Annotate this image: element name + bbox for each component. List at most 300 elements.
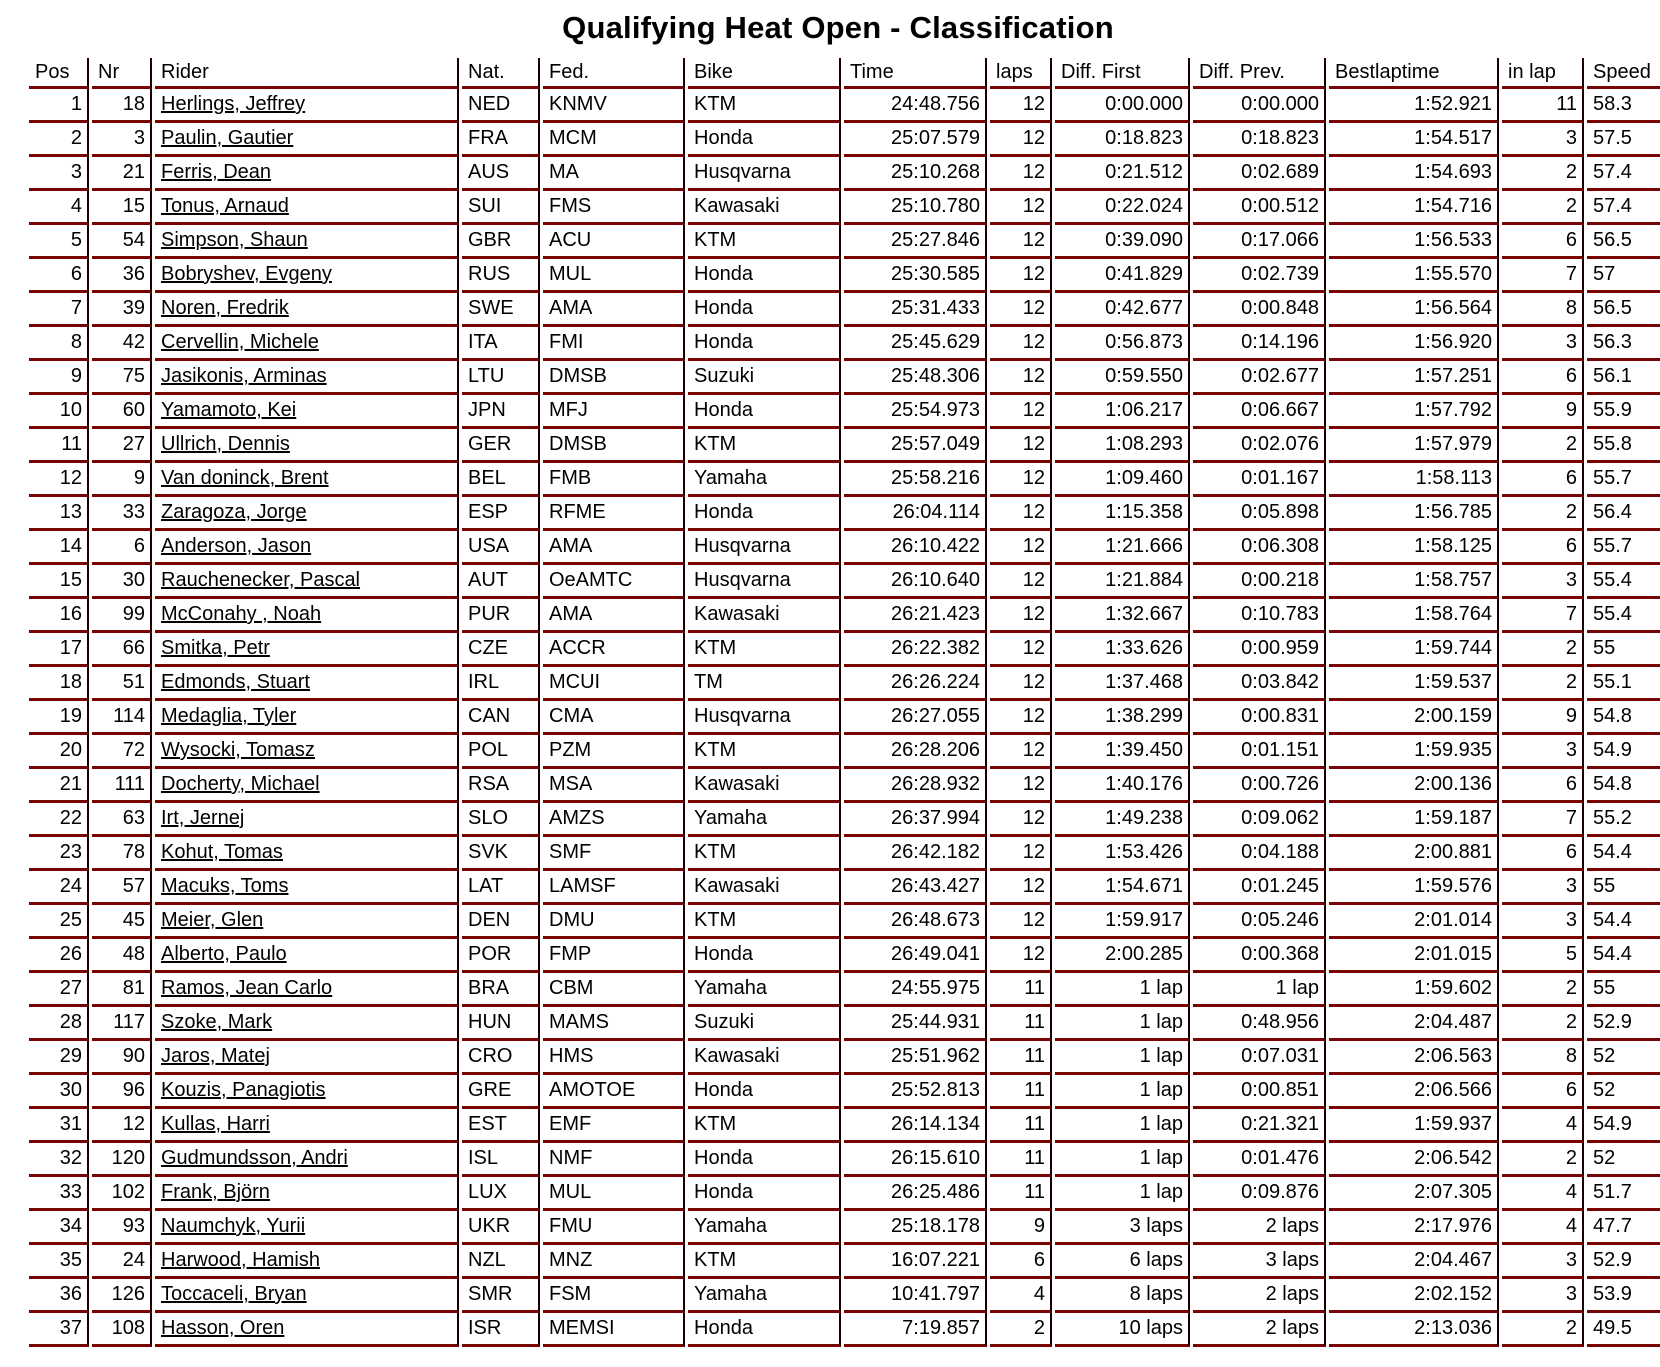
cell-bestlaptime: 2:01.014 bbox=[1329, 905, 1499, 939]
header-row bbox=[29, 58, 1660, 89]
cell-fed: HMS bbox=[543, 1041, 685, 1075]
cell-rider bbox=[155, 973, 459, 1007]
rider-link[interactable]: Ferris, Dean bbox=[161, 161, 272, 183]
cell-laps: 12 bbox=[990, 531, 1052, 565]
cell-in-lap: 7 bbox=[1502, 599, 1584, 633]
rider-link[interactable]: Toccaceli, Bryan bbox=[161, 1283, 307, 1305]
cell-laps: 12 bbox=[990, 361, 1052, 395]
cell-rider bbox=[155, 1109, 459, 1143]
cell-in-lap: 11 bbox=[1502, 89, 1584, 123]
table-row bbox=[29, 905, 1660, 939]
cell-bestlaptime: 2:00.159 bbox=[1329, 701, 1499, 735]
cell-speed: 54.8 bbox=[1587, 769, 1660, 803]
rider-link[interactable]: Ullrich, Dennis bbox=[161, 433, 290, 455]
cell-bike: Honda bbox=[688, 327, 841, 361]
cell-fed: MSA bbox=[543, 769, 685, 803]
cell-bestlaptime: 1:56.920 bbox=[1329, 327, 1499, 361]
rider-link[interactable]: Kullas, Harri bbox=[161, 1113, 270, 1135]
rider-link[interactable]: McConahy , Noah bbox=[161, 603, 322, 625]
rider-link[interactable]: Frank, Björn bbox=[161, 1181, 270, 1203]
cell-nr: 93 bbox=[92, 1211, 152, 1245]
cell-bestlaptime: 1:59.744 bbox=[1329, 633, 1499, 667]
cell-nat: SLO bbox=[462, 803, 540, 837]
cell-diff-first: 0:22.024 bbox=[1055, 191, 1190, 225]
cell-time: 24:55.975 bbox=[844, 973, 987, 1007]
cell-pos: 18 bbox=[29, 667, 89, 701]
column-header-nat: Nat. bbox=[462, 58, 540, 89]
cell-diff-prev: 1 lap bbox=[1193, 973, 1326, 1007]
cell-rider bbox=[155, 701, 459, 735]
cell-speed: 54.9 bbox=[1587, 735, 1660, 769]
table-row bbox=[29, 89, 1660, 123]
cell-laps: 11 bbox=[990, 1143, 1052, 1177]
column-header-in-lap: in lap bbox=[1502, 58, 1584, 89]
cell-speed: 56.3 bbox=[1587, 327, 1660, 361]
cell-speed: 57.5 bbox=[1587, 123, 1660, 157]
rider-link[interactable]: Paulin, Gautier bbox=[161, 127, 294, 149]
cell-nr: 63 bbox=[92, 803, 152, 837]
cell-in-lap: 4 bbox=[1502, 1109, 1584, 1143]
cell-bestlaptime: 2:02.152 bbox=[1329, 1279, 1499, 1313]
cell-in-lap: 6 bbox=[1502, 225, 1584, 259]
cell-fed: AMZS bbox=[543, 803, 685, 837]
cell-diff-prev: 0:00.726 bbox=[1193, 769, 1326, 803]
cell-bike: Honda bbox=[688, 1177, 841, 1211]
cell-nr: 6 bbox=[92, 531, 152, 565]
cell-bestlaptime: 1:59.576 bbox=[1329, 871, 1499, 905]
cell-bestlaptime: 2:00.881 bbox=[1329, 837, 1499, 871]
cell-time: 7:19.857 bbox=[844, 1313, 987, 1347]
cell-fed: EMF bbox=[543, 1109, 685, 1143]
cell-nat: ISR bbox=[462, 1313, 540, 1347]
rider-link[interactable]: Noren, Fredrik bbox=[161, 297, 289, 319]
rider-link[interactable]: Edmonds, Stuart bbox=[161, 671, 310, 693]
cell-laps: 12 bbox=[990, 837, 1052, 871]
cell-nat: DEN bbox=[462, 905, 540, 939]
cell-diff-first: 1:49.238 bbox=[1055, 803, 1190, 837]
cell-time: 26:22.382 bbox=[844, 633, 987, 667]
cell-bike: KTM bbox=[688, 905, 841, 939]
cell-bike: KTM bbox=[688, 89, 841, 123]
cell-nat: ISL bbox=[462, 1143, 540, 1177]
cell-speed: 57.4 bbox=[1587, 157, 1660, 191]
cell-diff-prev: 2 laps bbox=[1193, 1211, 1326, 1245]
cell-nr: 75 bbox=[92, 361, 152, 395]
rider-link[interactable]: Zaragoza, Jorge bbox=[161, 501, 307, 523]
table-row bbox=[29, 191, 1660, 225]
cell-laps: 11 bbox=[990, 973, 1052, 1007]
cell-laps: 12 bbox=[990, 599, 1052, 633]
cell-speed: 55.2 bbox=[1587, 803, 1660, 837]
cell-nr: 102 bbox=[92, 1177, 152, 1211]
cell-nat: CAN bbox=[462, 701, 540, 735]
cell-fed: MAMS bbox=[543, 1007, 685, 1041]
cell-bestlaptime: 1:57.792 bbox=[1329, 395, 1499, 429]
cell-speed: 51.7 bbox=[1587, 1177, 1660, 1211]
cell-diff-prev: 0:04.188 bbox=[1193, 837, 1326, 871]
cell-diff-prev: 0:14.196 bbox=[1193, 327, 1326, 361]
cell-laps: 4 bbox=[990, 1279, 1052, 1313]
cell-time: 26:25.486 bbox=[844, 1177, 987, 1211]
cell-rider bbox=[155, 225, 459, 259]
rider-link[interactable]: Szoke, Mark bbox=[161, 1011, 273, 1033]
cell-nat: LUX bbox=[462, 1177, 540, 1211]
cell-nr: 108 bbox=[92, 1313, 152, 1347]
cell-bestlaptime: 1:54.517 bbox=[1329, 123, 1499, 157]
cell-time: 25:57.049 bbox=[844, 429, 987, 463]
rider-link[interactable]: Alberto, Paulo bbox=[161, 943, 287, 965]
table-row bbox=[29, 973, 1660, 1007]
cell-fed: PZM bbox=[543, 735, 685, 769]
cell-bestlaptime: 1:57.251 bbox=[1329, 361, 1499, 395]
cell-in-lap: 3 bbox=[1502, 735, 1584, 769]
cell-bestlaptime: 2:01.015 bbox=[1329, 939, 1499, 973]
cell-bestlaptime: 1:54.716 bbox=[1329, 191, 1499, 225]
table-row bbox=[29, 463, 1660, 497]
cell-nr: 45 bbox=[92, 905, 152, 939]
cell-diff-first: 1:59.917 bbox=[1055, 905, 1190, 939]
cell-nat: NZL bbox=[462, 1245, 540, 1279]
cell-nat: ITA bbox=[462, 327, 540, 361]
cell-fed: DMU bbox=[543, 905, 685, 939]
cell-diff-prev: 0:18.823 bbox=[1193, 123, 1326, 157]
cell-nat: GRE bbox=[462, 1075, 540, 1109]
cell-diff-first: 1:15.358 bbox=[1055, 497, 1190, 531]
cell-speed: 55.1 bbox=[1587, 667, 1660, 701]
cell-fed: FMI bbox=[543, 327, 685, 361]
classification-table bbox=[26, 58, 1660, 1347]
cell-fed: CBM bbox=[543, 973, 685, 1007]
cell-nr: 18 bbox=[92, 89, 152, 123]
cell-nr: 66 bbox=[92, 633, 152, 667]
cell-rider bbox=[155, 293, 459, 327]
cell-bestlaptime: 1:58.764 bbox=[1329, 599, 1499, 633]
cell-pos: 17 bbox=[29, 633, 89, 667]
cell-nat: JPN bbox=[462, 395, 540, 429]
cell-bike: KTM bbox=[688, 735, 841, 769]
cell-speed: 52.9 bbox=[1587, 1245, 1660, 1279]
cell-nat: LAT bbox=[462, 871, 540, 905]
cell-nr: 39 bbox=[92, 293, 152, 327]
cell-speed: 55.4 bbox=[1587, 599, 1660, 633]
cell-laps: 12 bbox=[990, 905, 1052, 939]
table-row bbox=[29, 599, 1660, 633]
table-row bbox=[29, 497, 1660, 531]
table-row bbox=[29, 871, 1660, 905]
cell-bestlaptime: 1:56.564 bbox=[1329, 293, 1499, 327]
cell-nat: POR bbox=[462, 939, 540, 973]
cell-bike: Honda bbox=[688, 259, 841, 293]
cell-rider bbox=[155, 361, 459, 395]
table-row bbox=[29, 1211, 1660, 1245]
cell-rider bbox=[155, 157, 459, 191]
rider-link[interactable]: Simpson, Shaun bbox=[161, 229, 308, 251]
cell-diff-first: 0:00.000 bbox=[1055, 89, 1190, 123]
cell-diff-prev: 0:05.898 bbox=[1193, 497, 1326, 531]
cell-diff-prev: 0:02.739 bbox=[1193, 259, 1326, 293]
rider-link[interactable]: Cervellin, Michele bbox=[161, 331, 319, 353]
cell-in-lap: 7 bbox=[1502, 259, 1584, 293]
cell-pos: 24 bbox=[29, 871, 89, 905]
rider-link[interactable]: Gudmundsson, Andri bbox=[161, 1147, 348, 1169]
cell-diff-first: 1:53.426 bbox=[1055, 837, 1190, 871]
cell-bestlaptime: 2:00.136 bbox=[1329, 769, 1499, 803]
cell-diff-prev: 0:01.151 bbox=[1193, 735, 1326, 769]
cell-bike: Kawasaki bbox=[688, 871, 841, 905]
cell-speed: 52.9 bbox=[1587, 1007, 1660, 1041]
column-header-speed: Speed bbox=[1587, 58, 1660, 89]
rider-link[interactable]: Hasson, Oren bbox=[161, 1317, 285, 1339]
cell-nat: CZE bbox=[462, 633, 540, 667]
column-header-diff-first: Diff. First bbox=[1055, 58, 1190, 89]
rider-link[interactable]: Tonus, Arnaud bbox=[161, 195, 289, 217]
cell-pos: 11 bbox=[29, 429, 89, 463]
cell-time: 26:48.673 bbox=[844, 905, 987, 939]
cell-diff-prev: 0:06.667 bbox=[1193, 395, 1326, 429]
cell-speed: 53.9 bbox=[1587, 1279, 1660, 1313]
cell-fed: MA bbox=[543, 157, 685, 191]
cell-bike: Kawasaki bbox=[688, 599, 841, 633]
cell-diff-prev: 0:01.245 bbox=[1193, 871, 1326, 905]
cell-time: 25:31.433 bbox=[844, 293, 987, 327]
rider-link[interactable]: Bobryshev, Evgeny bbox=[161, 263, 332, 285]
cell-pos: 29 bbox=[29, 1041, 89, 1075]
cell-speed: 55 bbox=[1587, 973, 1660, 1007]
rider-link[interactable]: Kohut, Tomas bbox=[161, 841, 283, 863]
cell-nr: 15 bbox=[92, 191, 152, 225]
cell-bestlaptime: 1:55.570 bbox=[1329, 259, 1499, 293]
cell-pos: 4 bbox=[29, 191, 89, 225]
cell-in-lap: 4 bbox=[1502, 1177, 1584, 1211]
cell-time: 25:44.931 bbox=[844, 1007, 987, 1041]
cell-diff-first: 0:42.677 bbox=[1055, 293, 1190, 327]
cell-rider bbox=[155, 89, 459, 123]
cell-nr: 51 bbox=[92, 667, 152, 701]
cell-bike: Kawasaki bbox=[688, 769, 841, 803]
rider-link[interactable]: Jasikonis, Arminas bbox=[161, 365, 327, 387]
cell-bike: Kawasaki bbox=[688, 1041, 841, 1075]
cell-in-lap: 3 bbox=[1502, 1279, 1584, 1313]
cell-time: 26:15.610 bbox=[844, 1143, 987, 1177]
cell-bestlaptime: 1:57.979 bbox=[1329, 429, 1499, 463]
cell-in-lap: 3 bbox=[1502, 123, 1584, 157]
cell-diff-first: 6 laps bbox=[1055, 1245, 1190, 1279]
table-row bbox=[29, 667, 1660, 701]
cell-nat: SVK bbox=[462, 837, 540, 871]
cell-diff-first: 2:00.285 bbox=[1055, 939, 1190, 973]
cell-bike: Suzuki bbox=[688, 1007, 841, 1041]
cell-diff-prev: 0:02.689 bbox=[1193, 157, 1326, 191]
cell-laps: 12 bbox=[990, 769, 1052, 803]
cell-nat: AUT bbox=[462, 565, 540, 599]
cell-bestlaptime: 1:59.602 bbox=[1329, 973, 1499, 1007]
table-row bbox=[29, 531, 1660, 565]
cell-nr: 3 bbox=[92, 123, 152, 157]
cell-bike: Honda bbox=[688, 497, 841, 531]
cell-in-lap: 4 bbox=[1502, 1211, 1584, 1245]
table-body bbox=[29, 89, 1660, 1347]
cell-nat: BRA bbox=[462, 973, 540, 1007]
cell-diff-prev: 0:00.851 bbox=[1193, 1075, 1326, 1109]
rider-link[interactable]: Naumchyk, Yurii bbox=[161, 1215, 306, 1237]
cell-rider bbox=[155, 531, 459, 565]
cell-laps: 12 bbox=[990, 157, 1052, 191]
cell-in-lap: 2 bbox=[1502, 667, 1584, 701]
cell-rider bbox=[155, 1007, 459, 1041]
cell-in-lap: 6 bbox=[1502, 837, 1584, 871]
cell-rider bbox=[155, 1177, 459, 1211]
rider-link[interactable]: Van doninck, Brent bbox=[161, 467, 329, 489]
rider-link[interactable]: Harwood, Hamish bbox=[161, 1249, 320, 1271]
cell-laps: 11 bbox=[990, 1075, 1052, 1109]
cell-rider bbox=[155, 599, 459, 633]
cell-diff-first: 1 lap bbox=[1055, 1177, 1190, 1211]
cell-time: 26:27.055 bbox=[844, 701, 987, 735]
cell-nr: 114 bbox=[92, 701, 152, 735]
cell-in-lap: 2 bbox=[1502, 157, 1584, 191]
cell-time: 25:18.178 bbox=[844, 1211, 987, 1245]
cell-time: 10:41.797 bbox=[844, 1279, 987, 1313]
cell-diff-prev: 0:07.031 bbox=[1193, 1041, 1326, 1075]
cell-diff-prev: 0:00.218 bbox=[1193, 565, 1326, 599]
rider-link[interactable]: Yamamoto, Kei bbox=[161, 399, 297, 421]
cell-nr: 54 bbox=[92, 225, 152, 259]
cell-bike: Husqvarna bbox=[688, 565, 841, 599]
table-row bbox=[29, 769, 1660, 803]
rider-link[interactable]: Anderson, Jason bbox=[161, 535, 312, 557]
cell-fed: ACCR bbox=[543, 633, 685, 667]
cell-bike: Honda bbox=[688, 123, 841, 157]
table-row bbox=[29, 1143, 1660, 1177]
cell-bike: Honda bbox=[688, 1075, 841, 1109]
cell-pos: 30 bbox=[29, 1075, 89, 1109]
cell-pos: 25 bbox=[29, 905, 89, 939]
rider-link[interactable]: Jaros, Matej bbox=[161, 1045, 270, 1067]
rider-link[interactable]: Macuks, Toms bbox=[161, 875, 289, 897]
cell-bestlaptime: 1:56.533 bbox=[1329, 225, 1499, 259]
cell-nat: FRA bbox=[462, 123, 540, 157]
cell-nat: ESP bbox=[462, 497, 540, 531]
cell-fed: MFJ bbox=[543, 395, 685, 429]
cell-bestlaptime: 1:56.785 bbox=[1329, 497, 1499, 531]
table-row bbox=[29, 293, 1660, 327]
cell-bestlaptime: 2:13.036 bbox=[1329, 1313, 1499, 1347]
cell-nr: 78 bbox=[92, 837, 152, 871]
rider-link[interactable]: Meier, Glen bbox=[161, 909, 264, 931]
cell-pos: 36 bbox=[29, 1279, 89, 1313]
cell-laps: 12 bbox=[990, 89, 1052, 123]
cell-in-lap: 2 bbox=[1502, 973, 1584, 1007]
cell-nr: 9 bbox=[92, 463, 152, 497]
cell-rider bbox=[155, 633, 459, 667]
cell-in-lap: 6 bbox=[1502, 531, 1584, 565]
cell-rider bbox=[155, 565, 459, 599]
cell-speed: 57 bbox=[1587, 259, 1660, 293]
cell-pos: 32 bbox=[29, 1143, 89, 1177]
column-header-rider: Rider bbox=[155, 58, 459, 89]
cell-speed: 55 bbox=[1587, 633, 1660, 667]
cell-fed: RFME bbox=[543, 497, 685, 531]
cell-nat: EST bbox=[462, 1109, 540, 1143]
cell-in-lap: 3 bbox=[1502, 327, 1584, 361]
rider-link[interactable]: Kouzis, Panagiotis bbox=[161, 1079, 326, 1101]
cell-bike: Yamaha bbox=[688, 803, 841, 837]
cell-speed: 55.9 bbox=[1587, 395, 1660, 429]
cell-nat: GER bbox=[462, 429, 540, 463]
cell-rider bbox=[155, 1313, 459, 1347]
cell-bestlaptime: 2:04.487 bbox=[1329, 1007, 1499, 1041]
cell-speed: 54.9 bbox=[1587, 1109, 1660, 1143]
cell-in-lap: 5 bbox=[1502, 939, 1584, 973]
cell-diff-prev: 2 laps bbox=[1193, 1313, 1326, 1347]
cell-diff-first: 1:40.176 bbox=[1055, 769, 1190, 803]
cell-speed: 56.1 bbox=[1587, 361, 1660, 395]
cell-speed: 55.8 bbox=[1587, 429, 1660, 463]
cell-rider bbox=[155, 191, 459, 225]
rider-link[interactable]: Docherty, Michael bbox=[161, 773, 320, 795]
cell-pos: 19 bbox=[29, 701, 89, 735]
cell-rider bbox=[155, 1279, 459, 1313]
rider-link[interactable]: Smitka, Petr bbox=[161, 637, 270, 659]
rider-link[interactable]: Wysocki, Tomasz bbox=[161, 739, 315, 761]
cell-rider bbox=[155, 497, 459, 531]
table-row bbox=[29, 429, 1660, 463]
cell-laps: 6 bbox=[990, 1245, 1052, 1279]
table-row bbox=[29, 837, 1660, 871]
cell-speed: 54.8 bbox=[1587, 701, 1660, 735]
cell-pos: 10 bbox=[29, 395, 89, 429]
column-header-fed: Fed. bbox=[543, 58, 685, 89]
cell-rider bbox=[155, 395, 459, 429]
cell-bike: KTM bbox=[688, 225, 841, 259]
cell-pos: 37 bbox=[29, 1313, 89, 1347]
rider-link[interactable]: Medaglia, Tyler bbox=[161, 705, 297, 727]
table-row bbox=[29, 1313, 1660, 1347]
cell-rider bbox=[155, 1245, 459, 1279]
rider-link[interactable]: Irt, Jernej bbox=[161, 807, 245, 829]
cell-time: 26:37.994 bbox=[844, 803, 987, 837]
cell-bestlaptime: 2:07.305 bbox=[1329, 1177, 1499, 1211]
cell-diff-prev: 0:09.062 bbox=[1193, 803, 1326, 837]
cell-rider bbox=[155, 667, 459, 701]
cell-nr: 30 bbox=[92, 565, 152, 599]
cell-pos: 27 bbox=[29, 973, 89, 1007]
cell-diff-first: 1 lap bbox=[1055, 973, 1190, 1007]
cell-in-lap: 3 bbox=[1502, 905, 1584, 939]
rider-link[interactable]: Herlings, Jeffrey bbox=[161, 93, 306, 115]
cell-diff-first: 1:06.217 bbox=[1055, 395, 1190, 429]
cell-in-lap: 2 bbox=[1502, 1143, 1584, 1177]
rider-link[interactable]: Rauchenecker, Pascal bbox=[161, 569, 361, 591]
cell-diff-prev: 0:48.956 bbox=[1193, 1007, 1326, 1041]
cell-time: 25:45.629 bbox=[844, 327, 987, 361]
cell-bike: Suzuki bbox=[688, 361, 841, 395]
rider-link[interactable]: Ramos, Jean Carlo bbox=[161, 977, 333, 999]
cell-diff-prev: 0:09.876 bbox=[1193, 1177, 1326, 1211]
cell-laps: 11 bbox=[990, 1007, 1052, 1041]
cell-time: 26:49.041 bbox=[844, 939, 987, 973]
cell-nr: 72 bbox=[92, 735, 152, 769]
table-row bbox=[29, 1075, 1660, 1109]
cell-time: 26:21.423 bbox=[844, 599, 987, 633]
cell-nat: UKR bbox=[462, 1211, 540, 1245]
cell-diff-prev: 0:17.066 bbox=[1193, 225, 1326, 259]
cell-nat: NED bbox=[462, 89, 540, 123]
cell-fed: AMOTOE bbox=[543, 1075, 685, 1109]
cell-laps: 11 bbox=[990, 1177, 1052, 1211]
cell-nat: HUN bbox=[462, 1007, 540, 1041]
cell-diff-first: 1:08.293 bbox=[1055, 429, 1190, 463]
